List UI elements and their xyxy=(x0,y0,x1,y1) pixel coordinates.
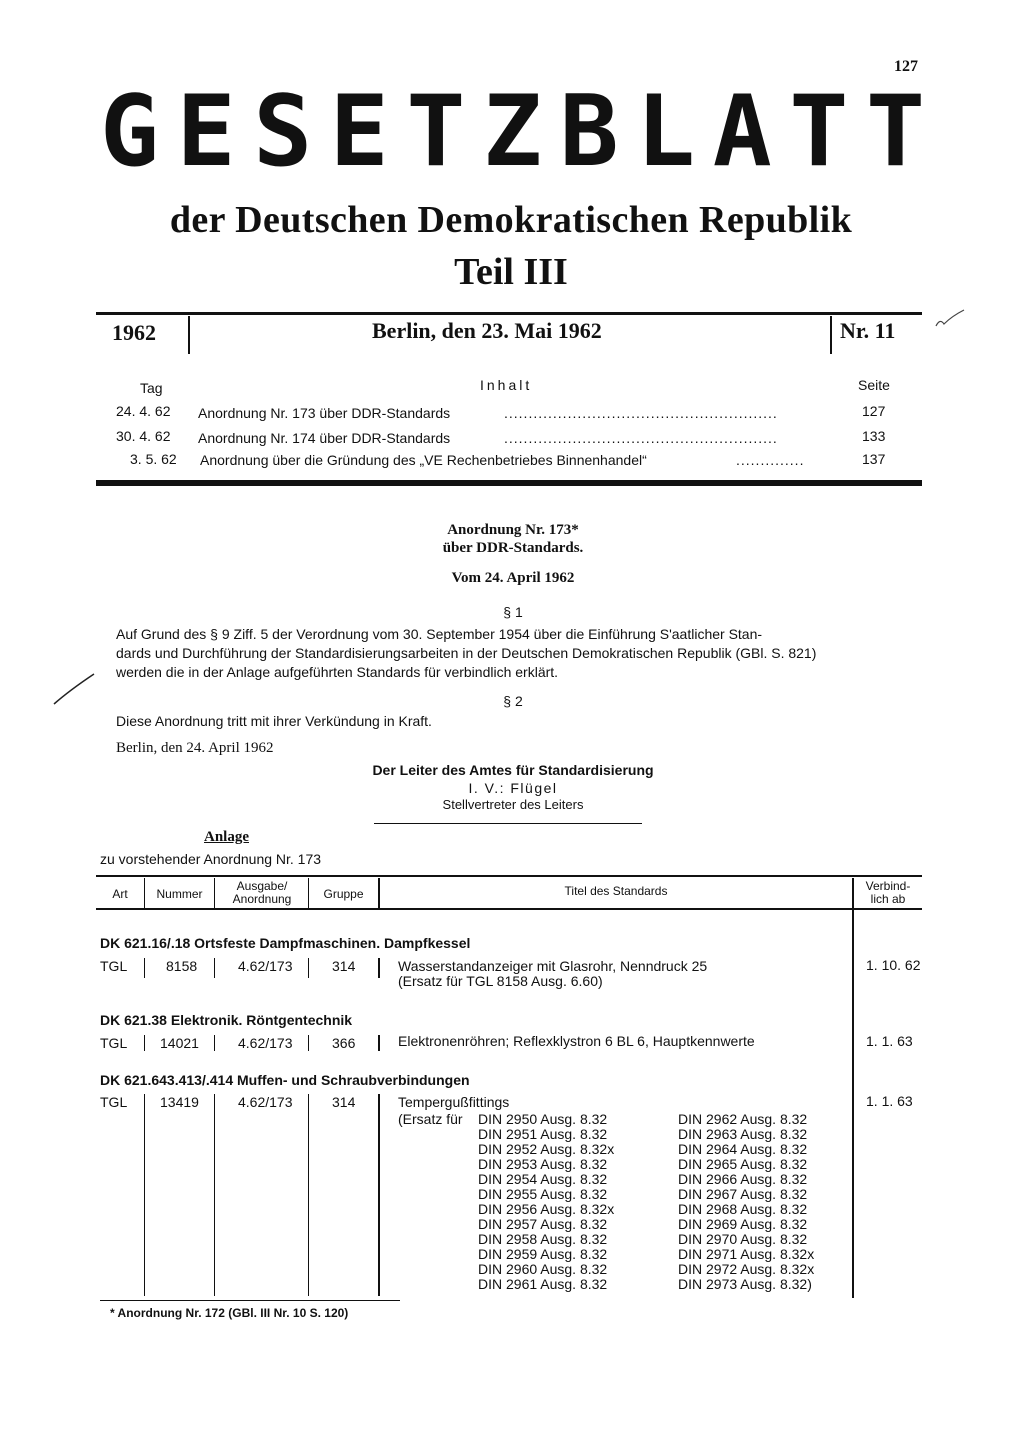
masthead-letter: Z xyxy=(482,75,539,189)
masthead-letter: E xyxy=(176,75,233,189)
cell-divider xyxy=(144,1094,145,1296)
issue-bar-divider xyxy=(188,316,190,354)
din-entry: DIN 2962 Ausg. 8.32 xyxy=(678,1111,808,1127)
din-entry: DIN 2957 Ausg. 8.32 xyxy=(478,1216,608,1232)
din-entry: DIN 2954 Ausg. 8.32 xyxy=(478,1171,608,1187)
header-titel: Titel des Standards xyxy=(564,884,668,898)
toc-page: 133 xyxy=(862,428,886,444)
table-top-rule xyxy=(96,875,922,877)
place-date: Berlin, den 24. April 1962 xyxy=(116,740,274,756)
pencil-mark xyxy=(50,670,100,710)
replacement-prefix: (Ersatz für xyxy=(398,1111,463,1127)
cell-gruppe: 314 xyxy=(332,958,356,974)
cell-titel: Elektronenröhren; Reflexklystron 6 BL 6, Hauptkennwerte xyxy=(398,1033,755,1049)
cell-gruppe: 366 xyxy=(332,1035,356,1051)
ordinance-subtitle: über DDR-Standards. xyxy=(442,540,584,556)
cell-divider xyxy=(144,1035,145,1051)
group-heading: DK 621.16/.18 Ortsfeste Dampfmaschinen. Dampfkessel xyxy=(100,935,471,951)
din-entry: DIN 2968 Ausg. 8.32 xyxy=(678,1201,808,1217)
cell-art: TGL xyxy=(100,1035,128,1051)
cell-divider xyxy=(214,958,215,978)
cell-gruppe: 314 xyxy=(332,1094,356,1110)
din-entry: DIN 2952 Ausg. 8.32x xyxy=(478,1141,615,1157)
toc-leader: .............. xyxy=(736,452,805,468)
masthead-letter: E xyxy=(329,75,386,189)
din-entry: DIN 2959 Ausg. 8.32 xyxy=(478,1246,608,1262)
cell-verbindlich: 1. 1. 63 xyxy=(866,1093,913,1109)
cell-divider xyxy=(378,1094,380,1296)
part-label: Teil III xyxy=(454,251,568,293)
cell-divider xyxy=(214,1094,215,1296)
cell-divider xyxy=(378,1035,380,1051)
toc-day: 30. 4. 62 xyxy=(116,428,171,444)
cell-titel: (Ersatz für TGL 8158 Ausg. 6.60) xyxy=(398,973,603,989)
din-entry: DIN 2963 Ausg. 8.32 xyxy=(678,1126,808,1142)
masthead-letter: T xyxy=(865,75,922,189)
signature-rule xyxy=(374,823,642,824)
issue-bar xyxy=(96,312,922,354)
cell-art: TGL xyxy=(100,1094,128,1110)
cell-titel: Tempergußfittings xyxy=(398,1094,510,1110)
din-entry: DIN 2951 Ausg. 8.32 xyxy=(478,1126,608,1142)
cell-divider xyxy=(308,958,309,978)
header-gruppe: Gruppe xyxy=(323,887,364,901)
din-entry: DIN 2970 Ausg. 8.32 xyxy=(678,1231,808,1247)
toc-title: Anordnung Nr. 173 über DDR-Standards xyxy=(198,405,451,421)
cell-divider xyxy=(144,958,145,978)
din-entry: DIN 2960 Ausg. 8.32 xyxy=(478,1261,608,1277)
group-heading: DK 621.38 Elektronik. Röntgentechnik xyxy=(100,1012,353,1028)
din-entry: DIN 2955 Ausg. 8.32 xyxy=(478,1186,608,1202)
section-1-line: werden die in der Anlage aufgeführten Standards für verbindlich erklärt. xyxy=(116,664,559,680)
din-entry: DIN 2961 Ausg. 8.32 xyxy=(478,1276,608,1292)
ordinance-title: Anordnung Nr. 173* xyxy=(447,522,579,538)
header-verbindlich: Verbind- lich ab xyxy=(865,879,911,906)
annex-label: Anlage xyxy=(204,829,249,845)
toc-page: 127 xyxy=(862,403,886,419)
cell-nummer: 14021 xyxy=(160,1035,199,1051)
cell-titel: Wasserstandanzeiger mit Glasrohr, Nenndruck 25 xyxy=(398,958,708,974)
cell-ausgabe: 4.62/173 xyxy=(238,1035,293,1051)
cell-verbindlich: 1. 1. 63 xyxy=(866,1033,913,1049)
toc-col-content: Inhalt xyxy=(480,377,533,393)
toc-title: Anordnung über die Gründung des „VE Rechenbetriebes Binnenhandel“ xyxy=(200,452,647,468)
issue-date: Berlin, den 23. Mai 1962 xyxy=(372,318,602,343)
table-col-divider xyxy=(852,878,854,1298)
cell-verbindlich: 1. 10. 62 xyxy=(866,957,921,973)
header-nummer: Nummer xyxy=(156,887,203,901)
masthead-subtitle: der Deutschen Demokratischen Republik xyxy=(169,199,853,241)
annex-reference: zu vorstehender Anordnung Nr. 173 xyxy=(100,851,322,867)
din-list-left xyxy=(478,1112,614,1292)
cell-divider xyxy=(378,958,380,978)
masthead-letter: T xyxy=(789,75,846,189)
toc-leader: ........................................................ xyxy=(504,430,778,446)
table-col-divider xyxy=(214,878,215,910)
issue-bar-top-rule xyxy=(96,312,922,315)
signer-office: Der Leiter des Amtes für Standardisierung xyxy=(372,762,654,778)
masthead-letter: S xyxy=(253,75,310,189)
cell-art: TGL xyxy=(100,958,128,974)
din-list-right xyxy=(678,1112,814,1292)
issue-year: 1962 xyxy=(112,320,156,345)
din-entry: DIN 2958 Ausg. 8.32 xyxy=(478,1231,608,1247)
din-entry: DIN 2965 Ausg. 8.32 xyxy=(678,1156,808,1172)
din-entry: DIN 2966 Ausg. 8.32 xyxy=(678,1171,808,1187)
masthead-letter: L xyxy=(636,75,693,189)
cell-divider xyxy=(308,1094,309,1296)
cell-divider xyxy=(214,1035,215,1051)
toc-page: 137 xyxy=(862,451,886,467)
din-entry: DIN 2971 Ausg. 8.32x xyxy=(678,1246,815,1262)
toc-bottom-rule xyxy=(96,480,922,486)
toc-col-page: Seite xyxy=(858,377,890,393)
toc-day: 3. 5. 62 xyxy=(130,451,177,467)
din-entry: DIN 2950 Ausg. 8.32 xyxy=(478,1111,608,1127)
section-2-text: Diese Anordnung tritt mit ihrer Verkündung in Kraft. xyxy=(116,713,432,729)
din-entry: DIN 2973 Ausg. 8.32) xyxy=(678,1276,812,1292)
toc-title: Anordnung Nr. 174 über DDR-Standards xyxy=(198,430,451,446)
group-heading: DK 621.643.413/.414 Muffen- und Schraubverbindungen xyxy=(100,1072,470,1088)
masthead-letter: G xyxy=(100,75,157,189)
cell-divider xyxy=(308,1035,309,1051)
signer-name: I. V.: Flügel xyxy=(468,780,558,796)
din-entry: DIN 2956 Ausg. 8.32x xyxy=(478,1201,615,1217)
signer-role: Stellvertreter des Leiters xyxy=(442,797,584,812)
cell-ausgabe: 4.62/173 xyxy=(238,1094,293,1110)
section-1-line: Auf Grund des § 9 Ziff. 5 der Verordnung vom 30. September 1954 über die Einführung S'aatlicher Stan- xyxy=(116,626,763,642)
header-art: Art xyxy=(112,887,128,901)
din-entry: DIN 2972 Ausg. 8.32x xyxy=(678,1261,815,1277)
header-ausgabe: Ausgabe/ Anordnung xyxy=(232,879,292,906)
din-entry: DIN 2967 Ausg. 8.32 xyxy=(678,1186,808,1202)
masthead-letter: B xyxy=(559,75,616,189)
masthead-title xyxy=(100,75,922,189)
table-header-rule xyxy=(96,908,922,910)
footnote: * Anordnung Nr. 172 (GBl. III Nr. 10 S. 120) xyxy=(110,1306,349,1320)
toc-day: 24. 4. 62 xyxy=(116,403,171,419)
din-entry: DIN 2964 Ausg. 8.32 xyxy=(678,1141,808,1157)
din-entry: DIN 2969 Ausg. 8.32 xyxy=(678,1216,808,1232)
section-1-line: dards und Durchführung der Standardisierungsarbeiten in der Deutschen Demokratischen Republik (GBl. S. 821) xyxy=(116,645,817,661)
din-entry: DIN 2953 Ausg. 8.32 xyxy=(478,1156,608,1172)
section-2-heading: § 2 xyxy=(503,693,523,709)
toc-col-day: Tag xyxy=(140,380,163,396)
toc-leader: ........................................................ xyxy=(504,405,778,421)
masthead-letter: A xyxy=(712,75,769,189)
pencil-mark xyxy=(930,304,970,334)
page-number: 127 xyxy=(894,58,918,75)
cell-nummer: 13419 xyxy=(160,1094,199,1110)
issue-bar-divider xyxy=(830,316,832,354)
cell-nummer: 8158 xyxy=(166,958,198,974)
footnote-rule xyxy=(100,1300,400,1301)
issue-number: Nr. 11 xyxy=(840,318,896,343)
section-1-heading: § 1 xyxy=(503,604,523,620)
masthead-letter: T xyxy=(406,75,463,189)
cell-ausgabe: 4.62/173 xyxy=(238,958,293,974)
ordinance-date: Vom 24. April 1962 xyxy=(451,570,575,586)
